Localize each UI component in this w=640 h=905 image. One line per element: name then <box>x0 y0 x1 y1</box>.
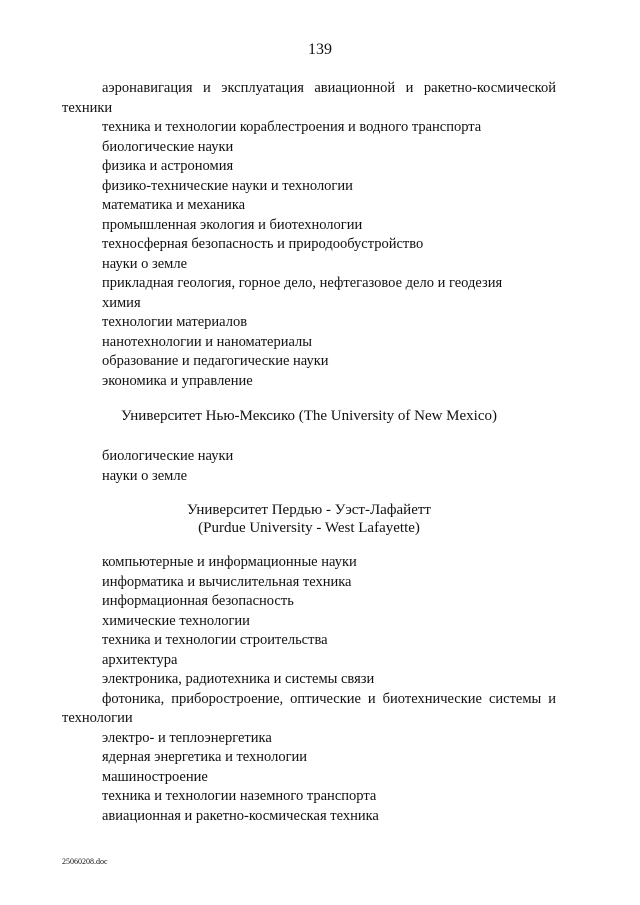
list-item: информационная безопасность <box>102 593 294 609</box>
list-item: машиностроение <box>102 768 208 785</box>
field-list-unm <box>62 447 556 486</box>
list-item: химия <box>102 294 141 311</box>
list-item: авиационная и ракетно-космическая техника <box>102 807 379 824</box>
list-item: техника и технологии строительства <box>102 632 328 648</box>
list-item: математика и механика <box>102 197 246 213</box>
list-item: экономика и управление <box>102 372 253 389</box>
list-item: промышленная экология и биотехнологии <box>102 216 363 233</box>
list-item: техника и технологии наземного транспорта <box>102 788 377 804</box>
university-title: Университет Нью-Мексико (The University of New Mexico) <box>120 408 498 424</box>
list-item: техносферная безопасность и природообустройство <box>102 236 424 252</box>
list-item: биологические науки <box>102 138 234 155</box>
list-item: физико-технические науки и технологии <box>102 177 353 194</box>
list-item: компьютерные и информационные науки <box>102 554 357 570</box>
field-list-purdue <box>62 553 556 826</box>
document-filename: 25060208.doc <box>62 857 108 866</box>
page-number: 139 <box>308 41 332 58</box>
university-heading-unm <box>62 407 556 425</box>
list-item: науки о земле <box>102 467 188 484</box>
university-title-line-2: (Purdue University - West Lafayette) <box>198 520 420 536</box>
list-item: информатика и вычислительная техника <box>102 573 352 590</box>
list-item: фотоника, приборостроение, оптические и биотехнические системы и технологии <box>62 690 556 726</box>
list-item: образование и педагогические науки <box>102 353 329 369</box>
university-heading-purdue <box>62 501 556 537</box>
list-item: науки о земле <box>102 255 188 272</box>
list-item: ядерная энергетика и технологии <box>102 749 308 765</box>
list-item: биологические науки <box>102 448 234 464</box>
university-title-line-1: Университет Пердью - Уэст-Лафайетт <box>187 502 431 518</box>
list-item: нанотехнологии и наноматериалы <box>102 333 313 350</box>
list-item: аэронавигация и эксплуатация авиационной и ракетно-космической техники <box>62 80 556 116</box>
list-item: технологии материалов <box>102 314 248 330</box>
list-item: техника и технологии кораблестроения и водного транспорта <box>102 119 482 135</box>
list-item: прикладная геология, горное дело, нефтегазовое дело и геодезия <box>102 275 503 291</box>
list-item: электроника, радиотехника и системы связи <box>102 671 375 687</box>
list-item: химические технологии <box>102 612 250 629</box>
field-list-section-1 <box>62 79 556 391</box>
list-item: электро- и теплоэнергетика <box>102 729 272 746</box>
list-item: архитектура <box>102 651 178 668</box>
list-item: физика и астрономия <box>102 158 234 174</box>
